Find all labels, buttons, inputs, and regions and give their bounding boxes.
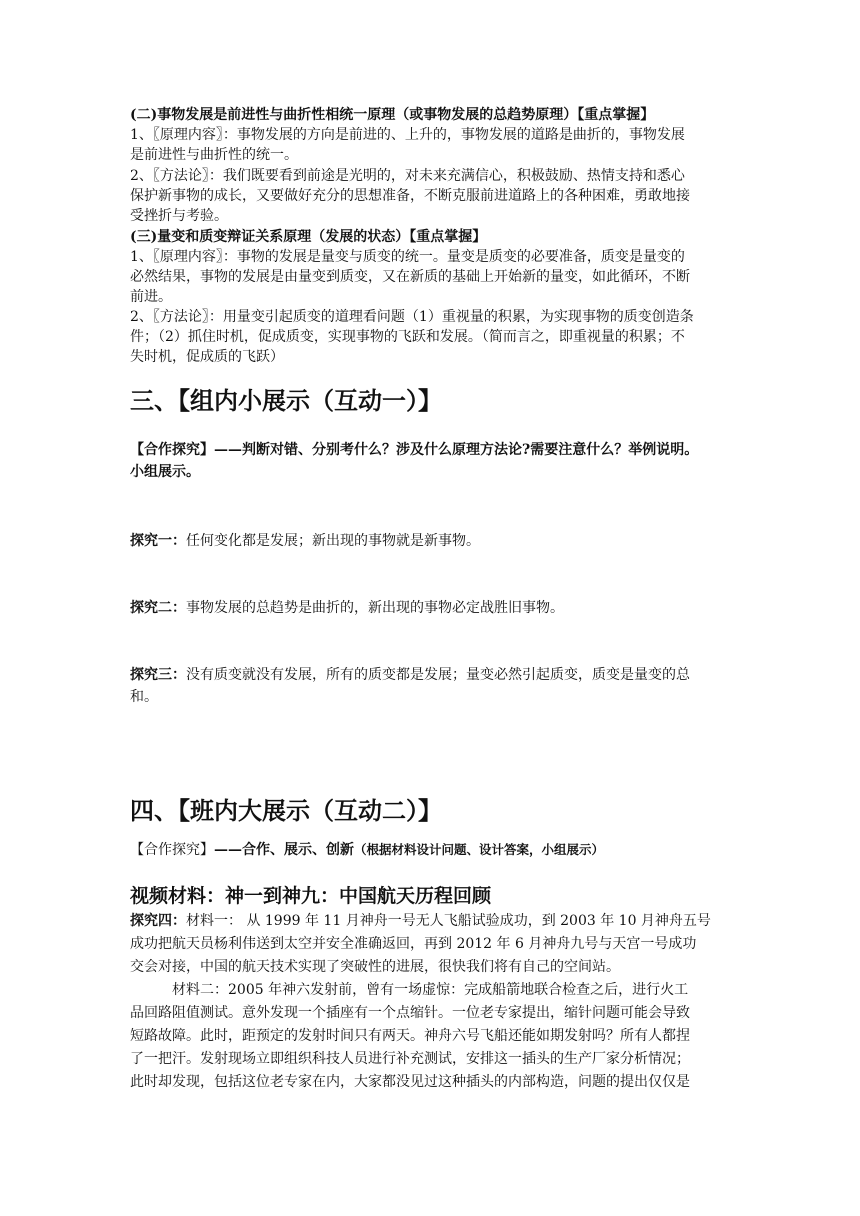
paragraph-line: 材料二：2005 年神六发射前，曾有一场虚惊：完成船箭地联合检查之后，进行火工	[172, 982, 689, 998]
part-four-title: 四、【班内大展示（互动二）】	[130, 796, 442, 825]
part-three-title: 三、【组内小展示（互动一）】	[130, 386, 442, 415]
section-heading-2: (二)事物发展是前进性与曲折性相统一原理（或事物发展的总趋势原理）【重点掌握】	[130, 107, 655, 123]
inquiry-label: 探究四：	[130, 913, 186, 929]
inquiry-two	[130, 599, 735, 618]
paragraph-line: 和。	[130, 689, 158, 705]
paragraph-line: 成功把航天员杨利伟送到太空并安全准确返回，再到 2012 年 6 月神舟九号与天宫一号成功	[130, 936, 697, 952]
paragraph-line: 2、〖方法论〗：用量变引起质变的道理看问题（1）重视量的积累，为实现事物的质变创造条	[130, 309, 694, 325]
material-text: 材料一： 从 1999 年 11 月神舟一号无人飞船试验成功，到 2003 年 10 月神舟五号	[186, 913, 711, 929]
paragraph-line: 短路故障。此时，距预定的发射时间只有两天。神舟六号飞船还能如期发射吗？所有人都捏	[130, 1028, 690, 1044]
paragraph-line: 件；（2）抓住时机，促成质变，实现事物的飞跃和发展。（简而言之，即重视量的积累；不	[130, 329, 685, 345]
cooperation-prompt: 小组展示。	[130, 464, 200, 480]
inquiry-text: 没有质变就没有发展，所有的质变都是发展；量变必然引起质变，质变是量变的总	[186, 667, 690, 683]
paragraph-line: 是前进性与曲折性的统一。	[130, 147, 298, 163]
paragraph-line: 2、〖方法论〗：我们既要看到前途是光明的，对未来充满信心，积极鼓励、热情支持和悉心	[130, 168, 685, 184]
paragraph-line: 了一把汗。发射现场立即组织科技人员进行补充测试，安排这一插头的生产厂家分析情况；	[130, 1051, 690, 1067]
inquiry-three	[130, 666, 735, 685]
inquiry-one	[130, 532, 735, 551]
material-one-line	[130, 912, 735, 931]
paragraph-line: 失时机，促成质的飞跃）	[130, 349, 284, 365]
coop-note: （根据材料设计问题、设计答案，小组展示）	[354, 842, 605, 857]
section-heading-3: (三)量变和质变辩证关系原理（发展的状态）【重点掌握】	[130, 229, 487, 245]
paragraph-line: 交会对接，中国的航天技术实现了突破性的进展，很快我们将有自己的空间站。	[130, 959, 620, 975]
inquiry-label: 探究三：	[130, 667, 186, 683]
inquiry-label: 探究二：	[130, 600, 186, 616]
paragraph-line: 必然结果，事物的发展是由量变到质变，又在新质的基础上开始新的量变，如此循环，不断	[130, 269, 690, 285]
paragraph-line: 品回路阻值测试。意外发现一个插座有一个点缩针。一位老专家提出，缩针问题可能会导致	[130, 1005, 690, 1021]
paragraph-line: 保护新事物的成长，又要做好充分的思想准备，不断克服前进道路上的各种困难，勇敢地接	[130, 188, 690, 204]
video-material-title: 视频材料：神一到神九：中国航天历程回顾	[130, 885, 492, 907]
cooperation-prompt: 【合作探究】——判断对错、分别考什么？涉及什么原理方法论?需要注意什么？举例说明。	[130, 442, 699, 458]
cooperation-prompt-two	[130, 840, 735, 860]
paragraph-line: 前进。	[130, 289, 172, 305]
coop-bold: ——合作、展示、创新	[214, 842, 354, 858]
inquiry-text: 事物发展的总趋势是曲折的，新出现的事物必定战胜旧事物。	[186, 600, 564, 616]
inquiry-label: 探究一：	[130, 533, 186, 549]
coop-label: 【合作探究】	[130, 842, 214, 858]
paragraph-line: 受挫折与考验。	[130, 208, 228, 224]
inquiry-text: 任何变化都是发展；新出现的事物就是新事物。	[186, 533, 480, 549]
paragraph-line: 此时却发现，包括这位老专家在内，大家都没见过这种插头的内部构造，问题的提出仅仅是	[130, 1074, 690, 1090]
paragraph-line: 1、〖原理内容〗：事物的发展是量变与质变的统一。量变是质变的必要准备，质变是量变的	[130, 249, 685, 265]
paragraph-line: 1、〖原理内容〗：事物发展的方向是前进的、上升的，事物发展的道路是曲折的，事物发展	[130, 127, 685, 143]
